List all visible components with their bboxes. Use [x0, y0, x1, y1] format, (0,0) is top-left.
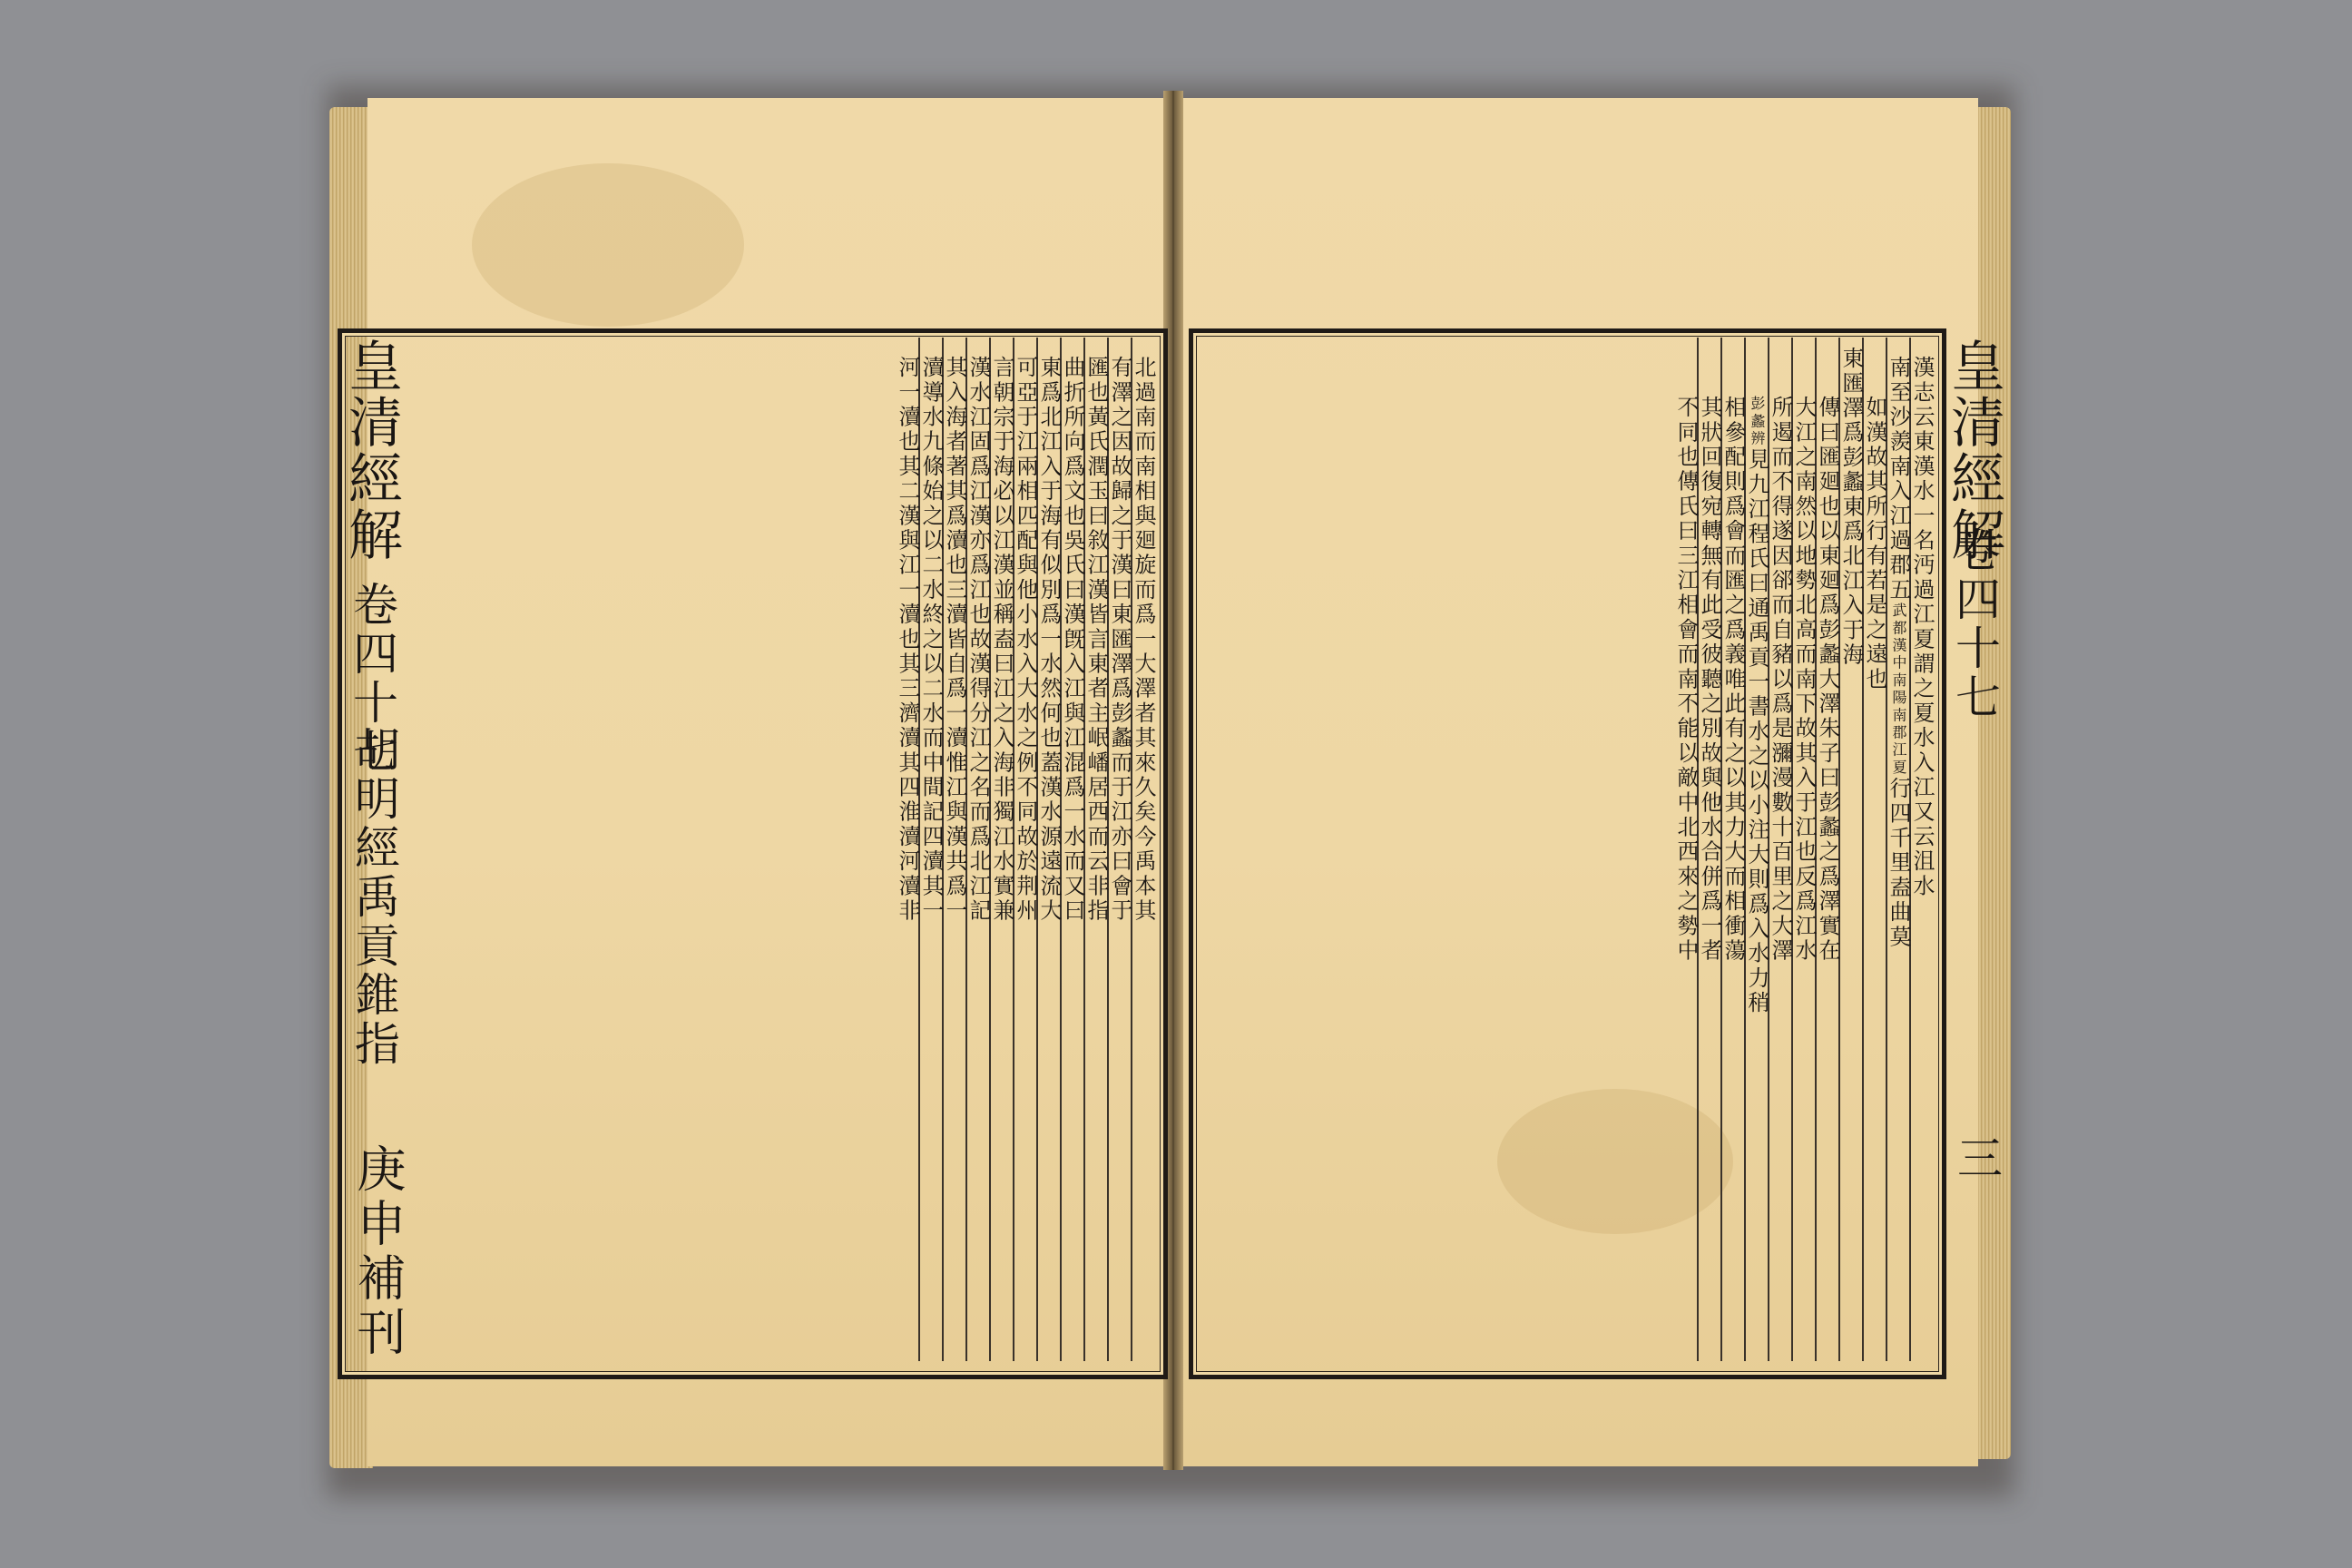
- column-text: 北過南而南相與廻旋而爲一大澤者其來久矣今禹本其: [1131, 356, 1156, 924]
- column-text: [1887, 356, 1909, 1361]
- right-page-edges: [1975, 107, 2011, 1459]
- column-text: 傳曰匯廻也以東廻爲彭蠡大澤朱子曰彭蠡之爲澤實在: [1815, 396, 1840, 964]
- left-text-columns: [410, 338, 1154, 1361]
- column-text: 河一瀆也其二漢與江一瀆也其三濟瀆其四淮瀆河瀆非: [895, 356, 920, 924]
- column-text-part: 見九江: [1744, 447, 1769, 523]
- column-text: [1746, 396, 1768, 1361]
- text-column: [1697, 338, 1720, 1361]
- text-column: [1720, 338, 1744, 1361]
- text-column: [918, 338, 942, 1361]
- right-margin-page-number: 三: [1950, 1134, 2003, 1183]
- section-heading: 東匯澤爲彭蠡東爲北江入于海: [1838, 347, 1864, 668]
- column-text: 所遏而不得遂因郤而自豬以爲是瀰漫數十百里之大澤: [1768, 396, 1793, 964]
- column-text: 可亞于江兩相匹配與他小水入大水之例不同故於荆州: [1013, 356, 1038, 924]
- right-margin-volume: 卷四十七: [1948, 526, 2001, 722]
- paper-stain: [472, 163, 744, 327]
- column-annotation: 彭蠡辨: [1749, 396, 1766, 448]
- text-column: [1768, 338, 1791, 1361]
- text-column: [897, 338, 918, 1361]
- left-margin-title: 皇清經解: [339, 338, 403, 563]
- column-annotation: 武都漢中南陽南郡江夏: [1890, 603, 1907, 777]
- left-margin-reprint-note: 庚申補刊: [349, 1143, 407, 1361]
- column-text: 其入海者著其爲瀆也三瀆皆自爲一瀆惟江與漢共爲一: [942, 356, 967, 924]
- column-text: 有澤之因故歸之于漢曰東匯澤爲彭蠡而于江亦曰會于: [1107, 356, 1132, 924]
- left-margin-volume: 卷四十七: [346, 581, 398, 777]
- column-text: 不同也傳氏曰三江相會而南不能以敵中北西來之勢中: [1673, 396, 1699, 964]
- text-column: [1862, 338, 1886, 1361]
- column-text: 漢水江固爲江漢亦爲江也故漢得分江之名而爲北江記: [965, 356, 991, 924]
- column-text: 匯也黃氏潤玉曰敘江漢皆言東者主岷嶓居西而云非指: [1083, 356, 1109, 924]
- column-text: 如漢故其所行有若是之遠也: [1862, 396, 1887, 692]
- text-column: [1131, 338, 1154, 1361]
- text-column: [1060, 338, 1083, 1361]
- text-column: [1791, 338, 1815, 1361]
- text-column: [989, 338, 1013, 1361]
- text-column: [965, 338, 989, 1361]
- column-text: 瀆導水九條始之以二水終之以二水而中間記四瀆其一: [918, 356, 944, 924]
- text-column: [1675, 338, 1697, 1361]
- text-column: [1838, 338, 1862, 1361]
- text-column: [1083, 338, 1107, 1361]
- column-text: 言朝宗于海必以江漢並稱盍曰江之入海非獨江水實兼: [989, 356, 1014, 924]
- right-margin-title: 皇清經解: [1942, 338, 2005, 563]
- left-margin-author: 胡明經禹貢錐指: [348, 726, 400, 1069]
- text-column: [1036, 338, 1060, 1361]
- text-column: [1886, 338, 1909, 1361]
- text-column: [1909, 338, 1933, 1361]
- text-column: [1815, 338, 1838, 1361]
- column-text: 漢志云東漢水一名沔過江夏謂之夏水入江又云沮水: [1909, 356, 1935, 899]
- column-text: 其狀回復宛轉無有此受彼聽之別故與他水合併爲一者: [1697, 396, 1722, 964]
- column-text: 相參配則爲會而匯之爲義唯此有之以其力大而相衝蕩: [1720, 396, 1746, 964]
- text-column: [1744, 338, 1768, 1361]
- column-text: 曲折所向爲文也吳氏曰漢旣入江與江混爲一水而又曰: [1060, 356, 1085, 924]
- text-column: [942, 338, 965, 1361]
- text-column: [1013, 338, 1036, 1361]
- text-column: [1107, 338, 1131, 1361]
- column-text-part: 行四千里盍曲莫: [1886, 777, 1911, 950]
- right-text-columns: [1198, 338, 1933, 1361]
- column-text: 東爲北江入于海有似別爲一水然何也蓋漢水源遠流大: [1036, 356, 1062, 924]
- column-text-part: 程氏曰通禹貢一書水之以小注大則爲入水力稍: [1744, 522, 1769, 1016]
- column-text: 大江之南然以地勢北高而南下故其入于江也反爲江水: [1791, 396, 1817, 964]
- column-text-part: 南至沙羨南入江過郡五: [1886, 356, 1911, 603]
